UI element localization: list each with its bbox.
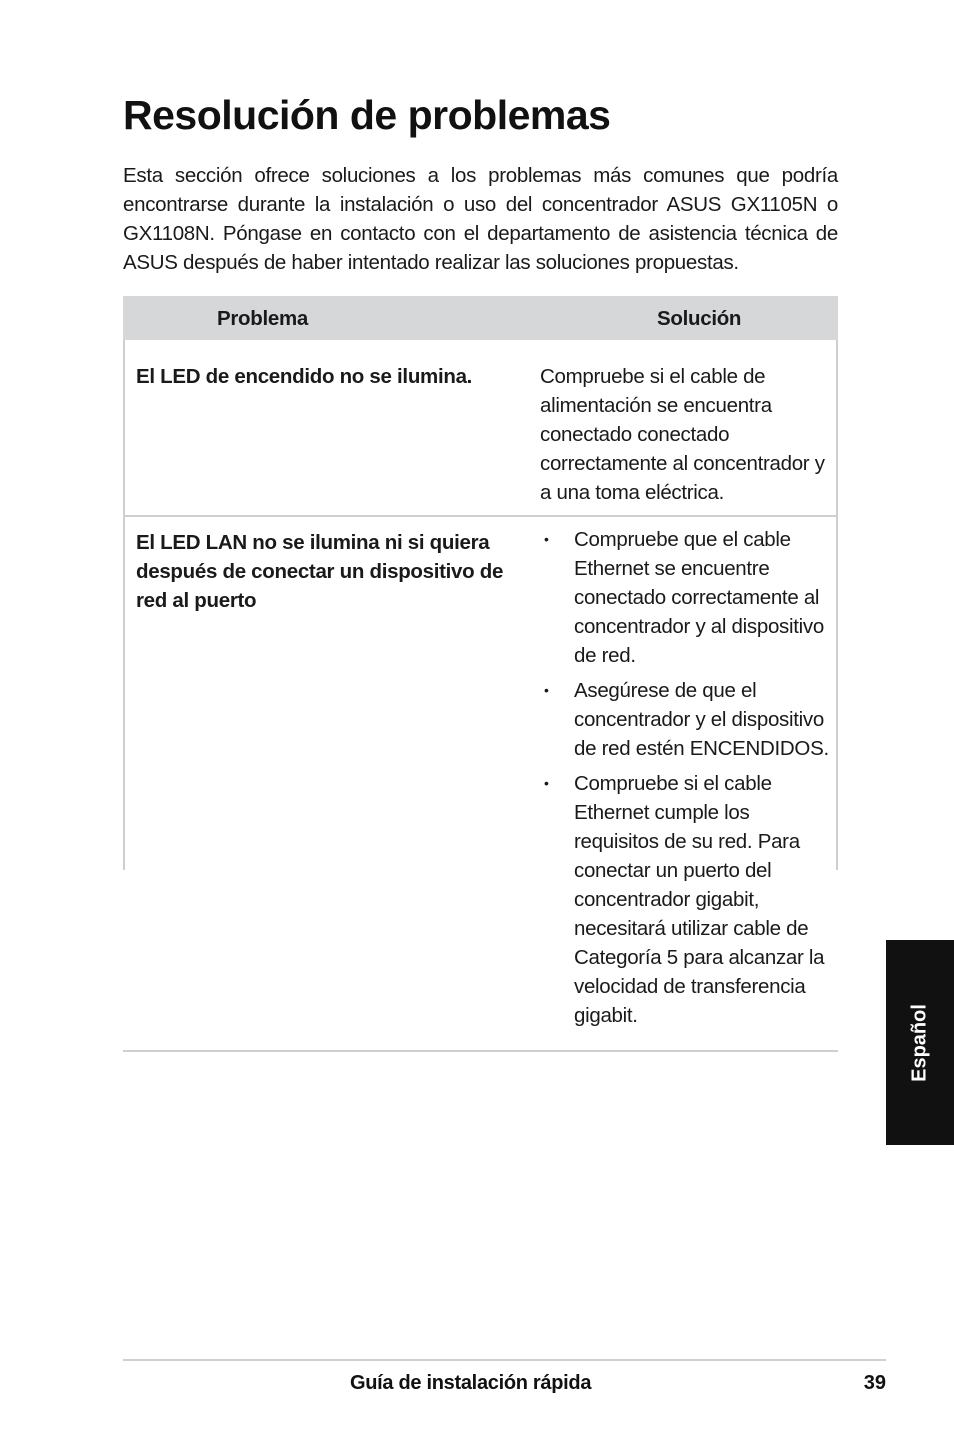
list-item	[540, 676, 830, 763]
problem-cell: El LED de encendido no se ilumina.	[123, 340, 528, 516]
page-number: 39	[863, 1372, 886, 1394]
list-item-text: Compruebe si el cable Ethernet cumple los requisitos de su red. Para conectar un puerto del concentrador gigabit, necesitará utilizar cable de Categoría 5 para alcanzar la velocidad de transferencia gigabit.	[574, 772, 825, 1027]
problem-cell: El LED LAN no se ilumina ni si quiera después de conectar un dispositivo de red al puerto	[123, 516, 528, 1051]
bullet-icon: •	[544, 775, 549, 791]
footer-title: Guía de instalación rápida	[350, 1372, 592, 1394]
list-item	[540, 769, 830, 1030]
bullet-icon: •	[544, 682, 549, 698]
language-side-tab	[886, 940, 954, 1145]
header-problem: Problema	[123, 296, 528, 340]
list-item-text: Asegúrese de que el concentrador y el dispositivo de red estén ENCENDIDOS.	[574, 679, 829, 760]
page-title: Resolución de problemas	[123, 92, 611, 138]
bullet-icon: •	[544, 531, 549, 547]
table-header-row	[123, 296, 838, 340]
table-row	[123, 340, 838, 516]
list-item	[540, 525, 830, 670]
header-solution: Solución	[528, 296, 838, 340]
table-row	[123, 516, 838, 1051]
intro-paragraph: Esta sección ofrece soluciones a los problemas más comunes que podría encontrarse durante la instalación o uso del concentrador ASUS GX1105N o GX1108N. Póngase en contacto con el departamento de asistencia técnica de ASUS después de haber intentado realizar las soluciones propuestas.	[123, 164, 838, 274]
solution-cell: Compruebe si el cable de alimentación se encuentra conectado conectado correctamente al concentrador y a una toma eléctrica.	[528, 340, 838, 516]
language-label: Español	[908, 1003, 931, 1082]
list-item-text: Compruebe que el cable Ethernet se encuentre conectado correctamente al concentrador y al dispositivo de red.	[574, 528, 824, 667]
solution-cell	[528, 516, 838, 1051]
solution-list	[540, 525, 830, 1030]
troubleshooting-table	[123, 296, 838, 1052]
footer-divider	[123, 1359, 886, 1361]
